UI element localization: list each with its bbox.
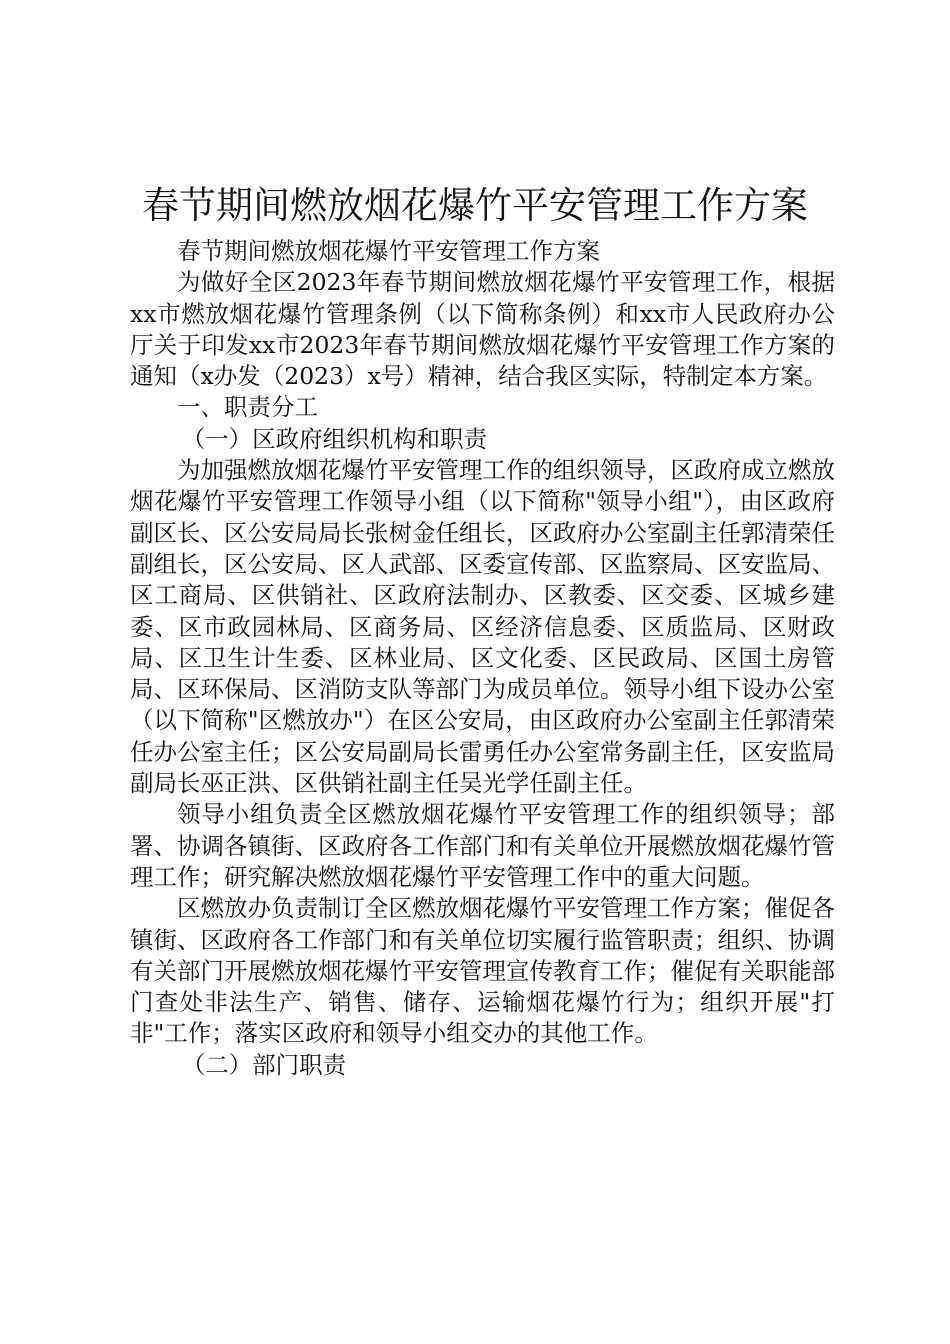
section-heading-1: 一、职责分工 <box>177 393 318 422</box>
body-paragraph: 领导小组负责全区燃放烟花爆竹平安管理工作的组织领导；部署、协调各镇街、区政府各工作部门和有关单位开展燃放烟花爆竹管理工作；研究解决燃放烟花爆竹平安管理工作中的重大问题。 <box>130 800 835 891</box>
document-body <box>130 236 835 1081</box>
subtitle-paragraph: 春节期间燃放烟花爆竹平安管理工作方案 <box>177 237 600 265</box>
subsection-heading-2: （二）部门职责 <box>181 1050 347 1079</box>
subsection-heading-1: （一）区政府组织机构和职责 <box>181 424 488 453</box>
intro-paragraph: 为做好全区2023年春节期间燃放烟花爆竹平安管理工作，根据xx市燃放烟花爆竹管理条例（以下简称条例）和xx市人民政府办公厅关于印发xx市2023年春节期间燃放烟花爆竹平安管理工作方案的通知（x办发（2023）x号）精神，结合我区实际，特制定本方案。 <box>130 268 835 391</box>
document-title: 春节期间燃放烟花爆竹平安管理工作方案 <box>142 184 808 227</box>
body-paragraph: 为加强燃放烟花爆竹平安管理工作的组织领导，区政府成立燃放烟花爆竹平安管理工作领导小组（以下简称"领导小组"），由区政府副区长、区公安局局长张树金任组长，区政府办公室副主任郭清荣任副组长，区公安局、区人武部、区委宣传部、区监察局、区安监局、区工商局、区供销社、区政府法制办、区教委、区交委、区城乡建委、区市政园林局、区商务局、区经济信息委、区质监局、区财政局、区卫生计生委、区林业局、区文化委、区民政局、区国土房管局、区环保局、区消防支队等部门为成员单位。领导小组下设办公室（以下简称"区燃放办"）在区公安局，由区政府办公室副主任郭清荣任办公室主任；区公安局副局长雷勇任办公室常务副主任，区安监局副局长巫正洪、区供销社副主任吴光学任副主任。 <box>130 456 835 798</box>
body-paragraph: 区燃放办负责制订全区燃放烟花爆竹平安管理工作方案；催促各镇街、区政府各工作部门和有关单位切实履行监管职责；组织、协调有关部门开展燃放烟花爆竹平安管理宣传教育工作；催促有关职能部门查处非法生产、销售、储存、运输烟花爆竹行为；组织开展"打非"工作；落实区政府和领导小组交办的其他工作。 <box>130 894 835 1048</box>
